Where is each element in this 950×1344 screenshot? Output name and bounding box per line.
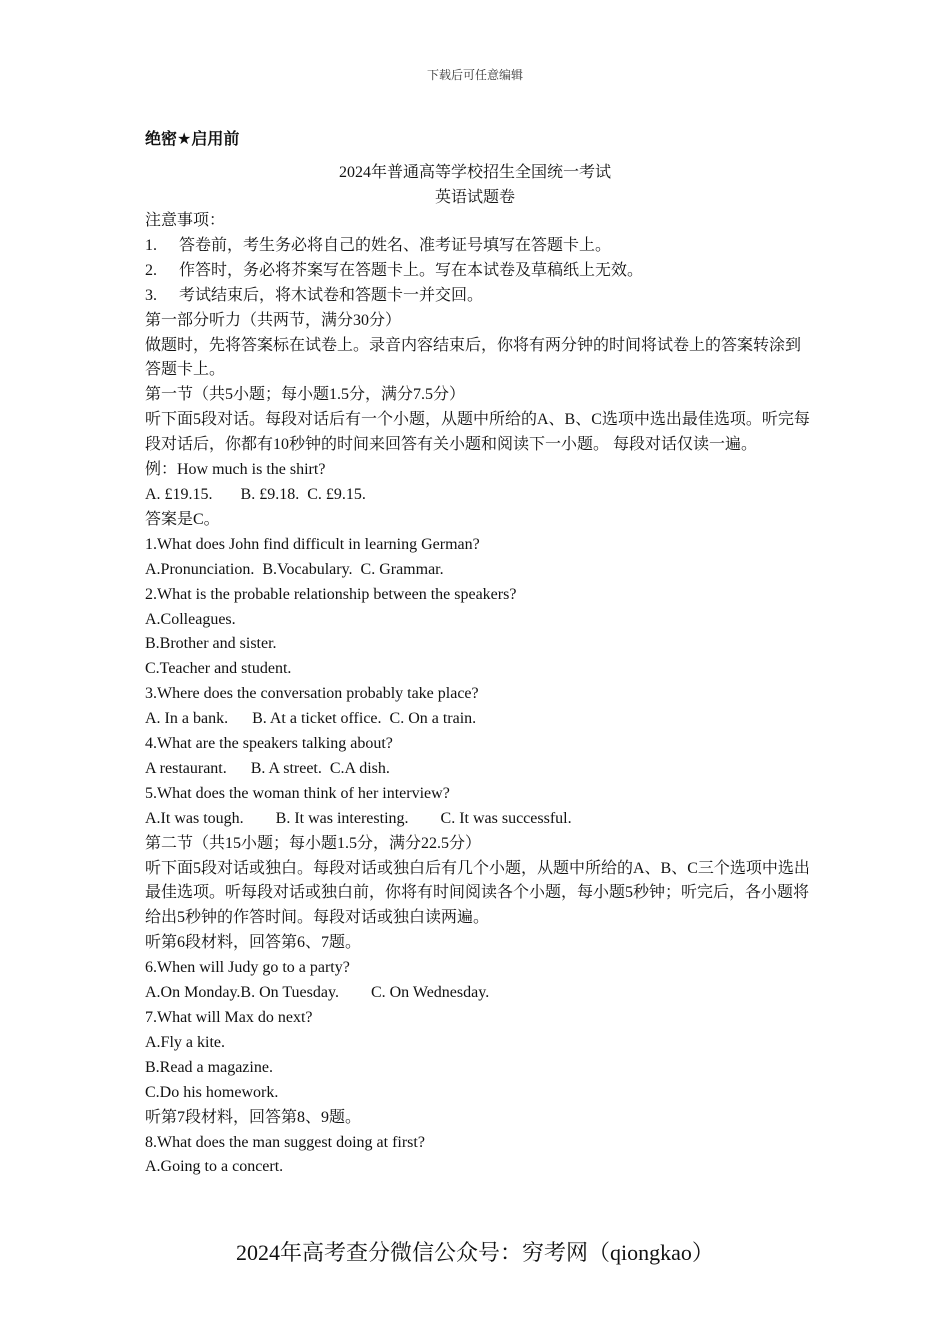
question-2: 2.What is the probable relationship between the speakers?	[145, 585, 517, 603]
notice-item-num: 2.	[145, 261, 157, 279]
question-4-options: A restaurant. B. A street. C.A dish.	[145, 759, 390, 777]
question-7-option-c: C.Do his homework.	[145, 1083, 279, 1101]
notice-item-text: 答卷前，考生务必将自己的姓名、准考证号填写在答题卡上。	[179, 236, 612, 254]
footer-banner: 2024年高考查分微信公众号：穷考网（qiongkao）	[236, 1240, 714, 1265]
section2-heading: 第二节（共15小题；每小题1.5分，满分22.5分）	[145, 834, 482, 852]
notice-heading: 注意事项：	[145, 212, 226, 229]
question-5-options: A.It was tough. B. It was interesting. C. It was successful.	[145, 809, 572, 827]
question-3-options: A. In a bank. B. At a ticket office. C. On a train.	[145, 710, 477, 728]
question-8-option-a: A.Going to a concert.	[145, 1158, 284, 1176]
example-options: A. £19.15. B. £9.18. C. £9.15.	[145, 485, 366, 503]
notice-item-num: 1.	[145, 236, 157, 254]
question-7-option-b: B.Read a magazine.	[145, 1058, 273, 1076]
section1-instructions: 听下面5段对话。每段对话后有一个小题，从题中所给的A、B、C选项中选出最佳选项。听完每段对话后，你都有10秒钟的时间来回答有关小题和阅读下一小题。 每段对话仅读一遍。	[145, 411, 810, 454]
material-7-label: 听第7段材料，回答第8、9题。	[145, 1108, 362, 1126]
notice-item	[145, 259, 810, 284]
paper-title: 英语试题卷	[434, 189, 515, 206]
example-answer: 答案是C。	[145, 510, 220, 528]
exam-title: 2024年普通高等学校招生全国统一考试	[338, 164, 611, 181]
question-7: 7.What will Max do next?	[145, 1009, 313, 1026]
header-note: 下载后可任意编辑	[426, 68, 523, 82]
notice-item	[145, 284, 810, 309]
part1-instructions: 做题时，先将答案标在试卷上。录音内容结束后，你将有两分钟的时间将试卷上的答案转涂到答题卡上。	[145, 336, 802, 379]
notice-item-text: 作答时，务必将芥案写在答题卡上。写在本试卷及草稿纸上无效。	[179, 261, 644, 279]
notice-item	[145, 234, 810, 259]
question-1-options: A.Pronunciation. B.Vocabulary. C. Grammar.	[145, 560, 444, 578]
question-4: 4.What are the speakers talking about?	[145, 735, 393, 753]
question-2-option-a: A.Colleagues.	[145, 610, 236, 628]
question-2-option-b: B.Brother and sister.	[145, 635, 277, 653]
question-2-option-c: C.Teacher and student.	[145, 660, 292, 678]
question-6-options: A.On Monday.B. On Tuesday. C. On Wednesday.	[145, 984, 490, 1002]
question-1: 1.What does John find difficult in learning German?	[145, 535, 480, 553]
secret-label: 绝密★启用前	[145, 129, 240, 148]
section1-heading: 第一节（共5小题；每小题1.5分，满分7.5分）	[145, 386, 466, 404]
question-6: 6.When will Judy go to a party?	[145, 959, 350, 977]
question-8: 8.What does the man suggest doing at first?	[145, 1133, 425, 1151]
example-question: 例：How much is the shirt?	[145, 461, 326, 479]
material-6-label: 听第6段材料，回答第6、7题。	[145, 934, 362, 952]
part1-heading: 第一部分听力（共两节，满分30分）	[145, 311, 402, 329]
notice-item-num: 3.	[145, 286, 157, 304]
question-7-option-a: A.Fly a kite.	[145, 1033, 225, 1051]
question-5: 5.What does the woman think of her interview?	[145, 784, 450, 802]
exam-content	[145, 209, 810, 1180]
section2-instructions: 听下面5段对话或独白。每段对话或独白后有几个小题，从题中所给的A、B、C三个选项中选出最佳选项。听每段对话或独白前，你将有时间阅读各个小题，每小题5秒钟；听完后，各小题将给出5秒钟的作答时间。每段对话或独白读两遍。	[145, 859, 810, 927]
question-3: 3.Where does the conversation probably take place?	[145, 685, 479, 703]
notice-item-text: 考试结束后，将木试卷和答题卡一并交回。	[179, 286, 484, 304]
